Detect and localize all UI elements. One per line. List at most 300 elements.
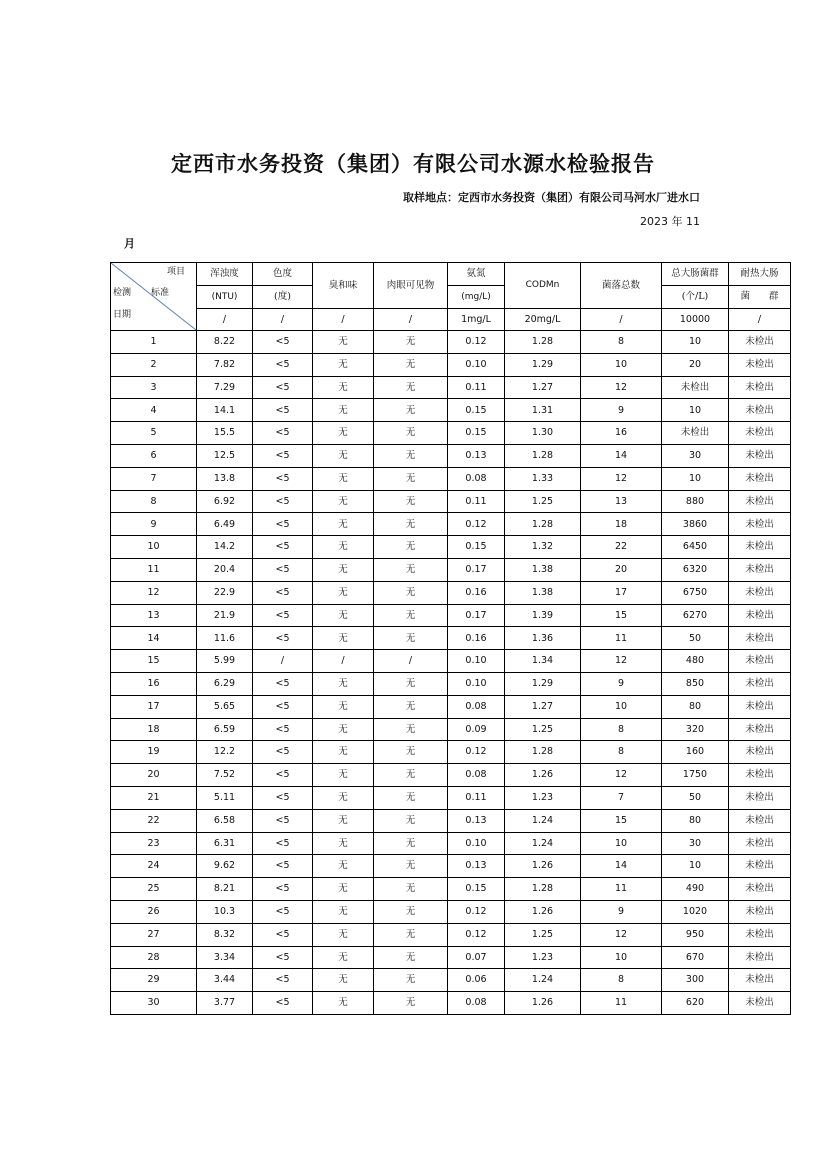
value-cell: <5 bbox=[253, 969, 313, 992]
value-cell: 无 bbox=[313, 718, 374, 741]
value-cell: 14.2 bbox=[197, 536, 253, 559]
table-row bbox=[111, 878, 791, 901]
value-cell: 8 bbox=[581, 718, 662, 741]
day-cell: 11 bbox=[111, 558, 197, 581]
value-cell: 无 bbox=[374, 490, 448, 513]
table-row bbox=[111, 923, 791, 946]
value-cell: 11.6 bbox=[197, 627, 253, 650]
value-cell: 14 bbox=[581, 444, 662, 467]
table-row bbox=[111, 672, 791, 695]
value-cell: 0.15 bbox=[448, 422, 505, 445]
corner-date-label: 日期 bbox=[113, 310, 132, 320]
value-cell: 无 bbox=[374, 536, 448, 559]
value-cell: 未检出 bbox=[729, 878, 791, 901]
value-cell: 1.26 bbox=[505, 855, 581, 878]
value-cell: 未检出 bbox=[729, 900, 791, 923]
value-cell: 无 bbox=[374, 353, 448, 376]
value-cell: 0.11 bbox=[448, 490, 505, 513]
value-cell: <5 bbox=[253, 422, 313, 445]
value-cell: <5 bbox=[253, 581, 313, 604]
table-row bbox=[111, 467, 791, 490]
year-unit: 年 bbox=[671, 215, 683, 228]
value-cell: 12.5 bbox=[197, 444, 253, 467]
value-cell: 22 bbox=[581, 536, 662, 559]
day-cell: 20 bbox=[111, 764, 197, 787]
value-cell: 5.11 bbox=[197, 786, 253, 809]
value-cell: 0.13 bbox=[448, 855, 505, 878]
value-cell: 20 bbox=[581, 558, 662, 581]
column-header-line1: 总大肠菌群 bbox=[662, 263, 729, 286]
value-cell: <5 bbox=[253, 832, 313, 855]
water-quality-table bbox=[110, 262, 791, 1015]
table-row bbox=[111, 786, 791, 809]
day-cell: 12 bbox=[111, 581, 197, 604]
value-cell: 0.12 bbox=[448, 741, 505, 764]
value-cell: / bbox=[313, 650, 374, 673]
value-cell: 8.32 bbox=[197, 923, 253, 946]
day-cell: 8 bbox=[111, 490, 197, 513]
table-row bbox=[111, 558, 791, 581]
day-cell: 5 bbox=[111, 422, 197, 445]
value-cell: 无 bbox=[313, 809, 374, 832]
value-cell: 未检出 bbox=[729, 695, 791, 718]
value-cell: 无 bbox=[374, 946, 448, 969]
value-cell: 0.12 bbox=[448, 513, 505, 536]
value-cell: 80 bbox=[662, 809, 729, 832]
value-cell: 0.11 bbox=[448, 376, 505, 399]
report-date-year bbox=[640, 213, 700, 229]
value-cell: 0.12 bbox=[448, 900, 505, 923]
value-cell: 1.27 bbox=[505, 376, 581, 399]
value-cell: <5 bbox=[253, 695, 313, 718]
table-row bbox=[111, 695, 791, 718]
value-cell: 30 bbox=[662, 444, 729, 467]
day-cell: 4 bbox=[111, 399, 197, 422]
value-cell: 0.15 bbox=[448, 878, 505, 901]
value-cell: 1.29 bbox=[505, 672, 581, 695]
day-cell: 16 bbox=[111, 672, 197, 695]
value-cell: 8 bbox=[581, 969, 662, 992]
value-cell: 15 bbox=[581, 809, 662, 832]
value-cell: <5 bbox=[253, 627, 313, 650]
table-row bbox=[111, 992, 791, 1015]
value-cell: 15.5 bbox=[197, 422, 253, 445]
column-standard: 10000 bbox=[662, 309, 729, 331]
table-row bbox=[111, 969, 791, 992]
value-cell: 320 bbox=[662, 718, 729, 741]
value-cell: 无 bbox=[313, 764, 374, 787]
value-cell: <5 bbox=[253, 331, 313, 354]
value-cell: 无 bbox=[313, 741, 374, 764]
column-standard: / bbox=[313, 309, 374, 331]
value-cell: 6.49 bbox=[197, 513, 253, 536]
value-cell: 未检出 bbox=[729, 992, 791, 1015]
value-cell: <5 bbox=[253, 900, 313, 923]
value-cell: 490 bbox=[662, 878, 729, 901]
value-cell: 无 bbox=[374, 855, 448, 878]
value-cell: 0.15 bbox=[448, 399, 505, 422]
value-cell: 16 bbox=[581, 422, 662, 445]
table-row bbox=[111, 627, 791, 650]
value-cell: 0.08 bbox=[448, 467, 505, 490]
value-cell: 30 bbox=[662, 832, 729, 855]
table-row bbox=[111, 650, 791, 673]
value-cell: 3860 bbox=[662, 513, 729, 536]
value-cell: 10 bbox=[662, 331, 729, 354]
value-cell: 480 bbox=[662, 650, 729, 673]
value-cell: 10 bbox=[662, 399, 729, 422]
value-cell: 3.34 bbox=[197, 946, 253, 969]
day-cell: 13 bbox=[111, 604, 197, 627]
value-cell: 1.28 bbox=[505, 331, 581, 354]
day-cell: 14 bbox=[111, 627, 197, 650]
column-header-line2: (NTU) bbox=[197, 286, 253, 309]
value-cell: <5 bbox=[253, 718, 313, 741]
day-cell: 15 bbox=[111, 650, 197, 673]
value-cell: 无 bbox=[313, 878, 374, 901]
value-cell: 10.3 bbox=[197, 900, 253, 923]
value-cell: 8 bbox=[581, 741, 662, 764]
value-cell: <5 bbox=[253, 536, 313, 559]
sampling-location bbox=[403, 189, 700, 205]
value-cell: 8.22 bbox=[197, 331, 253, 354]
value-cell: 无 bbox=[374, 718, 448, 741]
column-header-line2: 菌 群 bbox=[729, 286, 791, 309]
value-cell: 无 bbox=[374, 741, 448, 764]
value-cell: 1.38 bbox=[505, 581, 581, 604]
value-cell: 1.25 bbox=[505, 923, 581, 946]
value-cell: 未检出 bbox=[729, 536, 791, 559]
value-cell: 无 bbox=[313, 695, 374, 718]
value-cell: 无 bbox=[313, 513, 374, 536]
value-cell: <5 bbox=[253, 855, 313, 878]
value-cell: 13 bbox=[581, 490, 662, 513]
value-cell: 12.2 bbox=[197, 741, 253, 764]
value-cell: 7.52 bbox=[197, 764, 253, 787]
value-cell: 11 bbox=[581, 627, 662, 650]
value-cell: 无 bbox=[313, 786, 374, 809]
value-cell: 80 bbox=[662, 695, 729, 718]
value-cell: 6270 bbox=[662, 604, 729, 627]
value-cell: 无 bbox=[313, 376, 374, 399]
day-cell: 7 bbox=[111, 467, 197, 490]
value-cell: 未检出 bbox=[729, 353, 791, 376]
value-cell: 无 bbox=[313, 444, 374, 467]
value-cell: 0.10 bbox=[448, 672, 505, 695]
value-cell: 无 bbox=[313, 467, 374, 490]
value-cell: 0.11 bbox=[448, 786, 505, 809]
column-header-line1: 耐热大肠 bbox=[729, 263, 791, 286]
value-cell: 无 bbox=[374, 672, 448, 695]
value-cell: 未检出 bbox=[662, 376, 729, 399]
column-standard: / bbox=[253, 309, 313, 331]
value-cell: 无 bbox=[313, 331, 374, 354]
value-cell: 0.07 bbox=[448, 946, 505, 969]
value-cell: 15 bbox=[581, 604, 662, 627]
value-cell: 50 bbox=[662, 627, 729, 650]
value-cell: / bbox=[374, 650, 448, 673]
value-cell: 1.28 bbox=[505, 878, 581, 901]
value-cell: 1.30 bbox=[505, 422, 581, 445]
value-cell: 0.10 bbox=[448, 832, 505, 855]
value-cell: 22.9 bbox=[197, 581, 253, 604]
value-cell: 未检出 bbox=[729, 855, 791, 878]
value-cell: 1.24 bbox=[505, 832, 581, 855]
value-cell: 无 bbox=[313, 399, 374, 422]
column-header: CODMn bbox=[505, 263, 581, 309]
value-cell: 6320 bbox=[662, 558, 729, 581]
value-cell: 未检出 bbox=[729, 467, 791, 490]
day-cell: 23 bbox=[111, 832, 197, 855]
day-cell: 25 bbox=[111, 878, 197, 901]
value-cell: 620 bbox=[662, 992, 729, 1015]
value-cell: 950 bbox=[662, 923, 729, 946]
value-cell: 1.24 bbox=[505, 809, 581, 832]
column-header-line1: 浑浊度 bbox=[197, 263, 253, 286]
value-cell: <5 bbox=[253, 878, 313, 901]
value-cell: 6750 bbox=[662, 581, 729, 604]
table-row bbox=[111, 855, 791, 878]
value-cell: 0.15 bbox=[448, 536, 505, 559]
value-cell: 无 bbox=[374, 604, 448, 627]
header-row-2 bbox=[111, 286, 791, 309]
value-cell: 3.77 bbox=[197, 992, 253, 1015]
day-cell: 18 bbox=[111, 718, 197, 741]
table-row bbox=[111, 604, 791, 627]
value-cell: 18 bbox=[581, 513, 662, 536]
value-cell: <5 bbox=[253, 513, 313, 536]
value-cell: 无 bbox=[374, 786, 448, 809]
value-cell: 0.10 bbox=[448, 353, 505, 376]
value-cell: 未检出 bbox=[729, 786, 791, 809]
value-cell: 0.13 bbox=[448, 444, 505, 467]
table-row bbox=[111, 581, 791, 604]
value-cell: 6.92 bbox=[197, 490, 253, 513]
value-cell: 6450 bbox=[662, 536, 729, 559]
value-cell: 无 bbox=[374, 832, 448, 855]
value-cell: 10 bbox=[581, 832, 662, 855]
value-cell: 无 bbox=[374, 444, 448, 467]
column-standard: / bbox=[729, 309, 791, 331]
table-row bbox=[111, 399, 791, 422]
value-cell: <5 bbox=[253, 490, 313, 513]
day-cell: 1 bbox=[111, 331, 197, 354]
value-cell: 无 bbox=[313, 923, 374, 946]
value-cell: 未检出 bbox=[729, 604, 791, 627]
value-cell: 未检出 bbox=[729, 946, 791, 969]
day-cell: 17 bbox=[111, 695, 197, 718]
value-cell: 670 bbox=[662, 946, 729, 969]
value-cell: 1.27 bbox=[505, 695, 581, 718]
value-cell: 未检出 bbox=[729, 923, 791, 946]
value-cell: 1.38 bbox=[505, 558, 581, 581]
column-header-line1: 色度 bbox=[253, 263, 313, 286]
value-cell: 1.24 bbox=[505, 969, 581, 992]
value-cell: 1.31 bbox=[505, 399, 581, 422]
column-header-line2: (mg/L) bbox=[448, 286, 505, 309]
value-cell: 5.65 bbox=[197, 695, 253, 718]
location-value: 定西市水务投资（集团）有限公司马河水厂进水口 bbox=[458, 191, 700, 204]
value-cell: 未检出 bbox=[729, 650, 791, 673]
table-row bbox=[111, 718, 791, 741]
value-cell: 无 bbox=[374, 627, 448, 650]
value-cell: 20 bbox=[662, 353, 729, 376]
value-cell: 无 bbox=[374, 969, 448, 992]
value-cell: 1.36 bbox=[505, 627, 581, 650]
table-row bbox=[111, 353, 791, 376]
header-corner bbox=[111, 263, 197, 331]
value-cell: <5 bbox=[253, 741, 313, 764]
value-cell: 1750 bbox=[662, 764, 729, 787]
value-cell: 无 bbox=[313, 604, 374, 627]
value-cell: 10 bbox=[581, 353, 662, 376]
value-cell: 14 bbox=[581, 855, 662, 878]
value-cell: 0.08 bbox=[448, 992, 505, 1015]
value-cell: 无 bbox=[374, 878, 448, 901]
value-cell: 1.33 bbox=[505, 467, 581, 490]
value-cell: 880 bbox=[662, 490, 729, 513]
value-cell: / bbox=[253, 650, 313, 673]
value-cell: 无 bbox=[374, 558, 448, 581]
value-cell: 7 bbox=[581, 786, 662, 809]
table-row bbox=[111, 331, 791, 354]
day-cell: 29 bbox=[111, 969, 197, 992]
value-cell: 1.26 bbox=[505, 992, 581, 1015]
value-cell: 1.29 bbox=[505, 353, 581, 376]
day-cell: 2 bbox=[111, 353, 197, 376]
value-cell: 0.08 bbox=[448, 764, 505, 787]
year-value: 2023 bbox=[640, 215, 668, 228]
value-cell: 0.16 bbox=[448, 627, 505, 650]
value-cell: 1.23 bbox=[505, 786, 581, 809]
value-cell: 未检出 bbox=[729, 422, 791, 445]
column-standard: / bbox=[197, 309, 253, 331]
value-cell: 无 bbox=[313, 627, 374, 650]
standard-row bbox=[111, 309, 791, 331]
day-cell: 9 bbox=[111, 513, 197, 536]
corner-item-label: 项目 bbox=[166, 267, 185, 277]
value-cell: 未检出 bbox=[729, 718, 791, 741]
value-cell: 7.29 bbox=[197, 376, 253, 399]
value-cell: 8 bbox=[581, 331, 662, 354]
value-cell: 0.12 bbox=[448, 923, 505, 946]
day-cell: 3 bbox=[111, 376, 197, 399]
value-cell: 无 bbox=[313, 900, 374, 923]
value-cell: 无 bbox=[313, 536, 374, 559]
table-row bbox=[111, 764, 791, 787]
value-cell: 6.58 bbox=[197, 809, 253, 832]
report-date-month-unit: 月 bbox=[124, 237, 135, 250]
value-cell: 11 bbox=[581, 878, 662, 901]
value-cell: <5 bbox=[253, 467, 313, 490]
value-cell: 未检出 bbox=[729, 672, 791, 695]
value-cell: 1.26 bbox=[505, 900, 581, 923]
value-cell: 10 bbox=[581, 946, 662, 969]
value-cell: 0.13 bbox=[448, 809, 505, 832]
column-header: 菌落总数 bbox=[581, 263, 662, 309]
value-cell: 无 bbox=[313, 558, 374, 581]
value-cell: 9 bbox=[581, 399, 662, 422]
value-cell: 1.32 bbox=[505, 536, 581, 559]
value-cell: 14.1 bbox=[197, 399, 253, 422]
value-cell: 1.26 bbox=[505, 764, 581, 787]
value-cell: 11 bbox=[581, 992, 662, 1015]
value-cell: 0.06 bbox=[448, 969, 505, 992]
value-cell: 10 bbox=[662, 467, 729, 490]
table-row bbox=[111, 536, 791, 559]
day-cell: 19 bbox=[111, 741, 197, 764]
value-cell: 1.28 bbox=[505, 741, 581, 764]
day-cell: 21 bbox=[111, 786, 197, 809]
value-cell: 1.25 bbox=[505, 718, 581, 741]
table-row bbox=[111, 832, 791, 855]
value-cell: 0.17 bbox=[448, 604, 505, 627]
value-cell: 无 bbox=[313, 581, 374, 604]
value-cell: 未检出 bbox=[729, 490, 791, 513]
value-cell: 未检出 bbox=[662, 422, 729, 445]
value-cell: 12 bbox=[581, 376, 662, 399]
value-cell: 无 bbox=[313, 992, 374, 1015]
value-cell: <5 bbox=[253, 399, 313, 422]
value-cell: 1.39 bbox=[505, 604, 581, 627]
month-value: 11 bbox=[686, 215, 700, 228]
day-cell: 24 bbox=[111, 855, 197, 878]
day-cell: 30 bbox=[111, 992, 197, 1015]
table-row bbox=[111, 900, 791, 923]
value-cell: 未检出 bbox=[729, 399, 791, 422]
report-title: 定西市水务投资（集团）有限公司水源水检验报告 bbox=[171, 152, 655, 176]
value-cell: <5 bbox=[253, 764, 313, 787]
value-cell: 9 bbox=[581, 900, 662, 923]
value-cell: 未检出 bbox=[729, 376, 791, 399]
value-cell: 未检出 bbox=[729, 832, 791, 855]
column-header-line2: (度) bbox=[253, 286, 313, 309]
value-cell: 无 bbox=[313, 946, 374, 969]
value-cell: 0.16 bbox=[448, 581, 505, 604]
day-cell: 26 bbox=[111, 900, 197, 923]
value-cell: 1.28 bbox=[505, 444, 581, 467]
value-cell: 未检出 bbox=[729, 764, 791, 787]
value-cell: 未检出 bbox=[729, 558, 791, 581]
value-cell: 无 bbox=[313, 422, 374, 445]
day-cell: 6 bbox=[111, 444, 197, 467]
location-label: 取样地点： bbox=[403, 191, 458, 204]
value-cell: 无 bbox=[374, 513, 448, 536]
value-cell: <5 bbox=[253, 444, 313, 467]
value-cell: <5 bbox=[253, 786, 313, 809]
table-row bbox=[111, 376, 791, 399]
value-cell: 8.21 bbox=[197, 878, 253, 901]
value-cell: 未检出 bbox=[729, 741, 791, 764]
value-cell: 12 bbox=[581, 467, 662, 490]
table-row bbox=[111, 741, 791, 764]
value-cell: 无 bbox=[374, 764, 448, 787]
table-row bbox=[111, 809, 791, 832]
value-cell: 12 bbox=[581, 923, 662, 946]
value-cell: 0.09 bbox=[448, 718, 505, 741]
value-cell: <5 bbox=[253, 946, 313, 969]
value-cell: 无 bbox=[374, 467, 448, 490]
value-cell: 10 bbox=[662, 855, 729, 878]
table-row bbox=[111, 422, 791, 445]
value-cell: <5 bbox=[253, 672, 313, 695]
value-cell: 17 bbox=[581, 581, 662, 604]
value-cell: 无 bbox=[374, 992, 448, 1015]
value-cell: <5 bbox=[253, 809, 313, 832]
value-cell: 未检出 bbox=[729, 581, 791, 604]
value-cell: 无 bbox=[313, 490, 374, 513]
value-cell: 3.44 bbox=[197, 969, 253, 992]
